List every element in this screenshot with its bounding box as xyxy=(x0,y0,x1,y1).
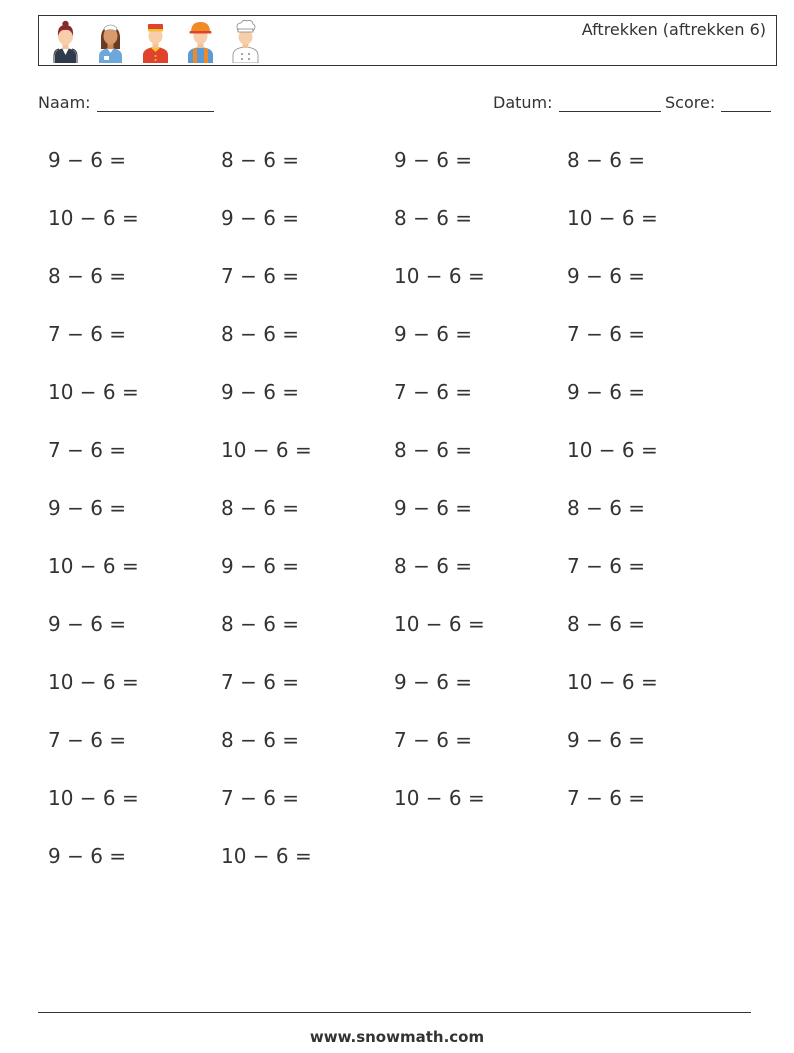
footer-divider xyxy=(38,1012,751,1013)
subtraction-problem: 9 − 6 = xyxy=(48,844,127,868)
subtraction-problem: 7 − 6 = xyxy=(221,264,300,288)
subtraction-problem: 8 − 6 = xyxy=(48,264,127,288)
subtraction-problem: 9 − 6 = xyxy=(394,670,473,694)
subtraction-problem: 10 − 6 = xyxy=(48,786,139,810)
subtraction-problem: 10 − 6 = xyxy=(567,438,658,462)
subtraction-problem: 10 − 6 = xyxy=(48,670,139,694)
subtraction-problem: 8 − 6 = xyxy=(394,206,473,230)
subtraction-problem: 7 − 6 = xyxy=(221,786,300,810)
subtraction-problem: 10 − 6 = xyxy=(567,206,658,230)
bellboy-icon xyxy=(137,19,174,63)
subtraction-problem: 9 − 6 = xyxy=(567,728,646,752)
subtraction-problem: 9 − 6 = xyxy=(221,206,300,230)
subtraction-problem: 7 − 6 = xyxy=(48,728,127,752)
subtraction-problem: 9 − 6 = xyxy=(567,264,646,288)
subtraction-problem: 7 − 6 = xyxy=(48,322,127,346)
subtraction-problem: 9 − 6 = xyxy=(394,148,473,172)
date-label: Datum: xyxy=(493,93,553,112)
subtraction-problem: 9 − 6 = xyxy=(48,496,127,520)
subtraction-problem: 7 − 6 = xyxy=(567,786,646,810)
subtraction-problem: 10 − 6 = xyxy=(394,612,485,636)
subtraction-problem: 8 − 6 = xyxy=(221,728,300,752)
name-label: Naam: xyxy=(38,93,91,112)
date-blank-line[interactable] xyxy=(559,95,661,112)
subtraction-problem: 10 − 6 = xyxy=(48,380,139,404)
subtraction-problem: 9 − 6 = xyxy=(48,612,127,636)
subtraction-problem: 8 − 6 = xyxy=(221,612,300,636)
subtraction-problem: 8 − 6 = xyxy=(567,612,646,636)
subtraction-problem: 7 − 6 = xyxy=(48,438,127,462)
subtraction-problem: 8 − 6 = xyxy=(221,148,300,172)
subtraction-problem: 10 − 6 = xyxy=(221,438,312,462)
subtraction-problem: 10 − 6 = xyxy=(567,670,658,694)
header-box xyxy=(38,15,777,66)
businesswoman-icon xyxy=(47,19,84,63)
name-blank-line[interactable] xyxy=(97,95,214,112)
subtraction-problem: 10 − 6 = xyxy=(48,206,139,230)
subtraction-problem: 9 − 6 = xyxy=(48,148,127,172)
avatar-strip xyxy=(47,19,264,63)
worksheet-title: Aftrekken (aftrekken 6) xyxy=(581,20,766,39)
subtraction-problem: 8 − 6 = xyxy=(221,322,300,346)
chef-icon xyxy=(227,19,264,63)
score-label: Score: xyxy=(665,93,716,112)
subtraction-problem: 7 − 6 = xyxy=(221,670,300,694)
score-blank-line[interactable] xyxy=(721,95,771,112)
subtraction-problem: 8 − 6 = xyxy=(394,554,473,578)
score-field xyxy=(665,93,771,112)
subtraction-problem: 7 − 6 = xyxy=(394,728,473,752)
subtraction-problem: 9 − 6 = xyxy=(394,322,473,346)
subtraction-problem: 9 − 6 = xyxy=(394,496,473,520)
subtraction-problem: 7 − 6 = xyxy=(567,322,646,346)
subtraction-problem: 10 − 6 = xyxy=(394,264,485,288)
subtraction-problem: 7 − 6 = xyxy=(567,554,646,578)
name-field xyxy=(38,93,214,112)
footer-website: www.snowmath.com xyxy=(309,1028,485,1046)
date-field xyxy=(493,93,661,112)
nurse-icon xyxy=(92,19,129,63)
construction-worker-icon xyxy=(182,19,219,63)
subtraction-problem: 10 − 6 = xyxy=(48,554,139,578)
subtraction-problem: 10 − 6 = xyxy=(221,844,312,868)
subtraction-problem: 7 − 6 = xyxy=(394,380,473,404)
subtraction-problem: 9 − 6 = xyxy=(221,380,300,404)
subtraction-problem: 8 − 6 = xyxy=(567,496,646,520)
subtraction-problem: 8 − 6 = xyxy=(394,438,473,462)
subtraction-problem: 9 − 6 = xyxy=(221,554,300,578)
subtraction-problem: 10 − 6 = xyxy=(394,786,485,810)
subtraction-problem: 8 − 6 = xyxy=(221,496,300,520)
subtraction-problem: 8 − 6 = xyxy=(567,148,646,172)
subtraction-problem: 9 − 6 = xyxy=(567,380,646,404)
